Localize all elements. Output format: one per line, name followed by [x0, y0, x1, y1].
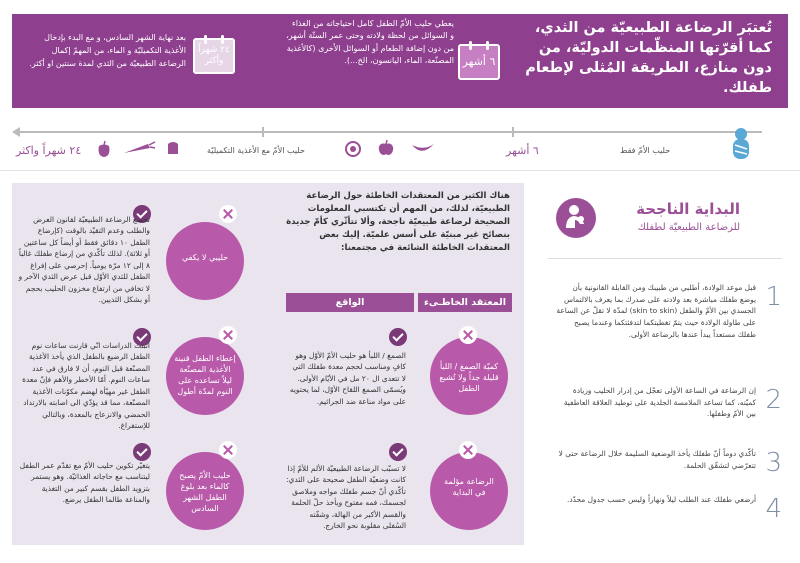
myth-circle: [166, 337, 244, 415]
check-icon: [133, 443, 151, 461]
timeline-tick-6: [512, 127, 514, 137]
step-number: 2: [765, 385, 782, 415]
step-number: 1: [765, 282, 782, 312]
section-divider: [0, 170, 800, 171]
timeline-label-milk-plus: حليب الأمّ مع الأغذية التكميليّة: [207, 146, 305, 155]
header-paragraph-1: يعطي حليب الأمّ الطفل كامل احتياجاته من الغذاء و السوائل من لحظة ولادته وحتى عمر الستّة أشهر، من دون إضافة الطعام أو السوائل الأخرى (كالأغذية المصنّعة، الماء، اليانسون، الخ...).: [286, 19, 454, 66]
myth-text: إعطاء الطفل قنينة الأغذية المصنّعة ليلاً تساعده على النوم لمدّة أطول: [174, 354, 236, 397]
myth-text: حليب الأمّ يصبح كالماء بعد بلوغ الطفل الشهر السادس: [179, 471, 231, 514]
carrot-icon: [122, 141, 156, 155]
calendar-24-months-icon: [193, 38, 235, 74]
fact-column-header: الواقع: [286, 293, 414, 312]
myth-text: كميّة الصمغ / اللبأ قليلة جداً ولا تُشبع الطفل: [439, 362, 499, 394]
cross-icon: [459, 441, 477, 459]
step-item: [548, 282, 782, 362]
fact-text: يتغيّر تكوين حليب الأمّ مع تقدّم عمر الطفل ليتناسب مع حاجاته الغذائيّة. وهو يستمر بتزويد الطفل بقسم كبير من التغذية والمناعة طالما الطفل يرضع.: [19, 461, 150, 505]
apple-icon: [377, 139, 395, 157]
fact-text: الصمغ / اللبأ هو حليب الأمّ الأوّل وهو كافٍ ومناسب لحجم معدة طفلك التي لا تتعدى ال ٢٠ مل في الأيّام الأولى. ويُسمّى الصمغ اللقاح الأوّل، لما يحتويه على مواد مناعة ضد الجراثيم.: [289, 351, 406, 406]
cross-icon: [219, 205, 237, 223]
check-icon: [389, 443, 407, 461]
bowl-spoon-icon: [344, 139, 364, 157]
timeline-line: [14, 131, 762, 133]
myth-circle: [166, 222, 244, 300]
myth-circle: [430, 452, 508, 530]
breastfeeding-mother-icon: [556, 198, 596, 238]
good-start-title: البداية الناجحة: [636, 200, 740, 218]
fact-text: تخضع الرضاعة الطبيعيّة لقانون العرض والطلب وعدم التقيّد بالوقت (كإرضاع الطفل ١٠ دقائق فقط أو أيضاً كل ساعتين أو ثلاثة). لذلك تأكّدي من إرضاع طفلك غالباً ٨ إلى ١٢ مرّة يومياً. إحرصي على إفراغ الطفل للثدي الأوّل قبل عرض الثدي الآخر و لا تخافي من ارتفاع مخزون الحليب بحجم أو بشكل الثديين.: [18, 215, 150, 305]
myths-intro: هناك الكثير من المعتقدات الخاطئة حول الرضاعة الطبيعيّة، لذلك، من المهم أن تكتسبي المعلومات الصحيحة لرضاعة طبيعيّة ناجحة، وألا تتأثّري كأمّ جديدة بنصائح غير مبنيّة على أسس علميّة. إليك بعض المعتقدات الخاطئة الشائعة في مجتمعنا:: [286, 191, 510, 254]
badge-6-months: ٦ أشهر: [462, 55, 496, 68]
myth-circle: [430, 337, 508, 415]
banana-icon: [410, 141, 436, 155]
fact-text: لا تسبّب الرضاعة الطبيعيّة الألم للأمّ إذا كانت وضعيّة الطفل صحيحة على الثدي: تأكّدي أنّ جسم طفلك مواجه وملاصق لجسمك، فمه مفتوح ويأخذ حلّ الحلمة والقسم الأكبر من الهالة، وشفّته السُفلى مقلوبة نحو الخارج.: [286, 464, 406, 531]
step-text: قبل موعد الولادة، أطلبي من طبيبك ومن القابلة القانونية بأن يوضع طفلك مباشرة بعد ولادته على صدرك بما يعرف بالالتماس الجسدي بين الأمّ والطفل (skin to skin) لمدّة لا تقلّ عن الساعة على طاولة الولادة حيث يتمّ تغطيتكما لتدفئتكما وعندما يصبح طفلك مستعداً يبدأ عندها بالرضاعة الأولى.: [556, 283, 756, 339]
good-start-divider: [548, 258, 782, 259]
myth-text: الرضاعة مؤلمة في البداية: [444, 477, 494, 498]
step-item: [548, 385, 782, 425]
timeline-tick-mid: [262, 127, 264, 137]
timeline-label-24-months: ٢٤ شهراً واكثر: [16, 144, 82, 157]
step-item: [548, 494, 782, 524]
step-text: أرضعي طفلك عند الطلب ليلاً ونهاراً وليس حسب جدول محدّد.: [567, 495, 756, 504]
badge-24-months: ٢٤ شهراً وأكثر: [198, 45, 230, 66]
cross-icon: [219, 441, 237, 459]
timeline-label-milk-only: حليب الأمّ فقط: [620, 146, 671, 155]
timeline-arrow-icon: [12, 127, 20, 137]
cross-icon: [219, 326, 237, 344]
fact-text: أثبتت الدراسات انّي قارنت ساعات نوم الطفل الرضيع بالطفل الذي يأخذ الأغذية المصنّعة قبل النوم، أن لا فارق في عدد ساعات النوم. أمّا الأخطر والأهم فإنّ معدة الطفل غير مهيّأة لهضم مكوّنات الأغذية المصنّعة، مما قد يؤدّي الى اصابته بالارتداد الحمضي والانزعاج بالمعدة، وبالتالي للإستفراغ.: [22, 341, 150, 431]
myth-column-header: المعتقد الخاطـىء: [418, 293, 512, 312]
header-title: تُعتبَر الرضاعة الطبيعيّة من الثدي، كما أقرّتها المنظّمات الدوليّة، من دون منازع، الطريقة المُثلى لإطعام طفلك.: [525, 20, 772, 96]
myth-circle: [166, 452, 244, 530]
cross-icon: [459, 326, 477, 344]
step-item: [548, 448, 782, 478]
step-text: تأكّدي دوماً أنّ طفلك يأخذ الوضعية السليمة خلال الرضاعة حتى لا تتعرّضي لتشقّق الحلمة.: [558, 449, 756, 470]
bread-icon: [165, 140, 181, 156]
calendar-6-months-icon: [458, 44, 500, 80]
step-number: 3: [765, 448, 782, 478]
swaddled-baby-icon: [730, 127, 752, 161]
timeline-label-6-months: ٦ أشهر: [506, 144, 539, 157]
header: [0, 0, 800, 115]
myth-text: حليبي لا يكفي: [181, 253, 229, 262]
header-paragraph-2: بعد نهاية الشهر السادس، و مع البدء بإدخال الأغذية التكميليّة و الماء، من المهمّ إكمال الرضاعة الطبيعيّة من الثدي لمدة سنتين او أكثر.: [29, 33, 186, 68]
check-icon: [389, 328, 407, 346]
step-number: 4: [765, 494, 782, 524]
good-start-subtitle: للرضاعة الطبيعيّة لطفلك: [637, 222, 740, 233]
pepper-icon: [96, 140, 112, 158]
step-text: إن الرضاعة في الساعة الأولى تعجّل من إدرار الحليب وزيادة كميّته، كما تساعد الملامسة الجلدية على توطيد العلاقة العاطفية بين الأمّ وطفلها.: [563, 386, 756, 419]
